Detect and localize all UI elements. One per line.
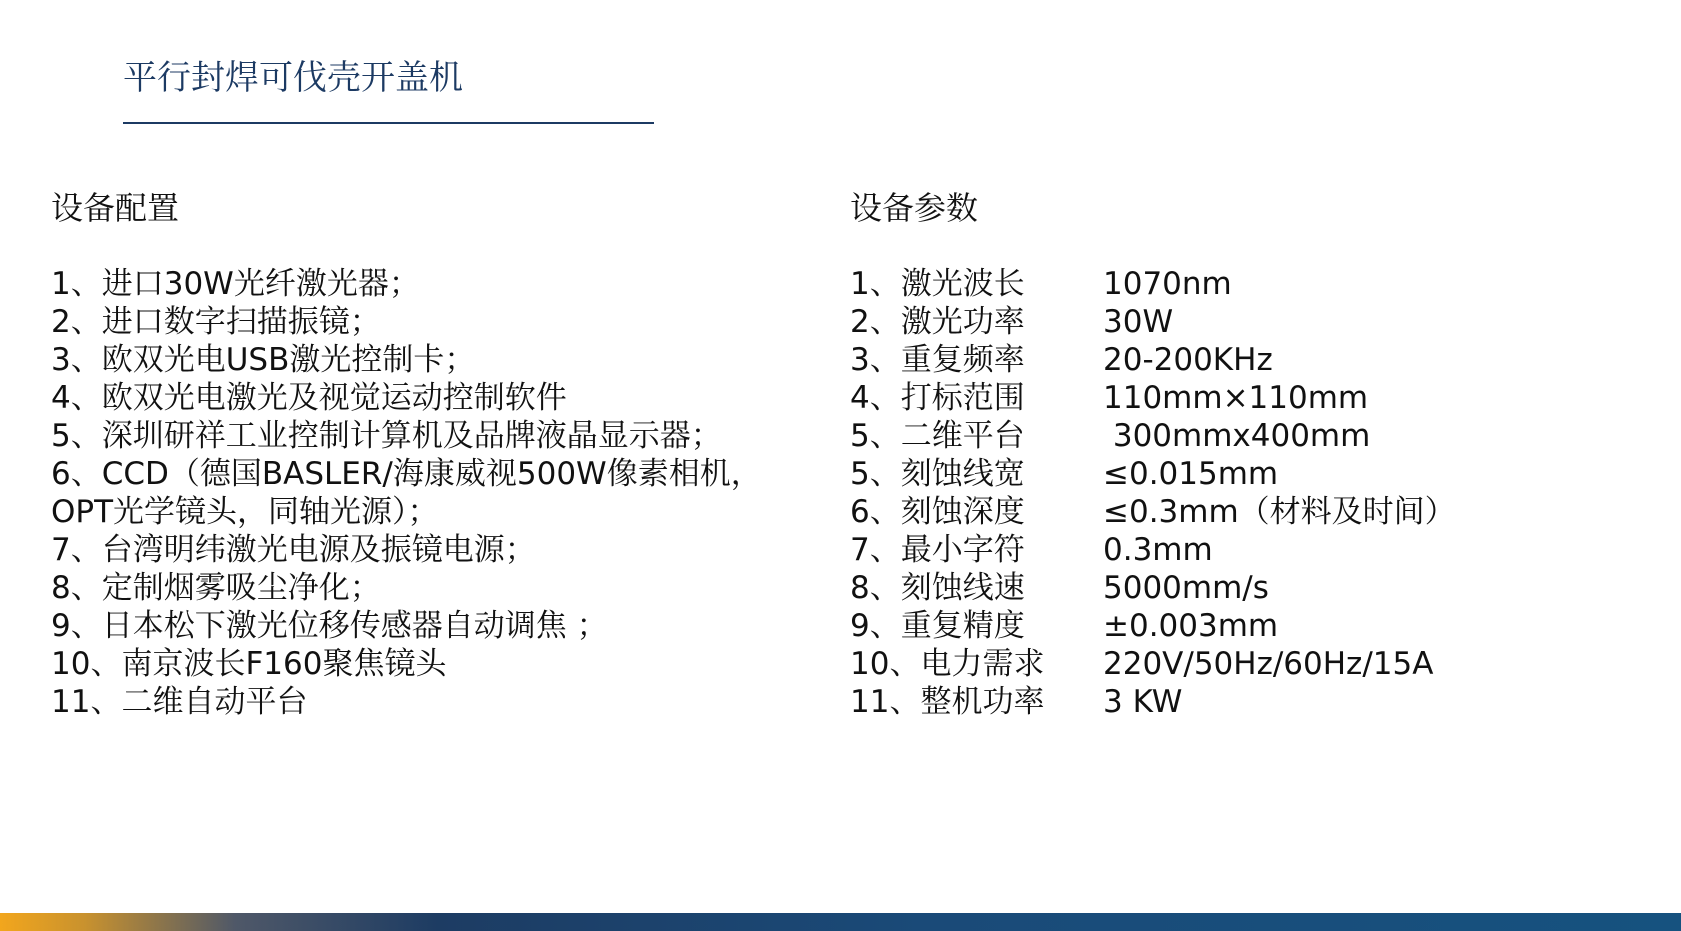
param-label: 9、重复精度 — [850, 608, 1025, 644]
param-value: 5000mm/s — [1103, 570, 1269, 606]
footer-gradient-bar — [0, 913, 1681, 931]
config-item: 8、定制烟雾吸尘净化； — [51, 570, 381, 606]
config-item: 9、日本松下激光位移传感器自动调焦 ； — [51, 608, 608, 644]
param-row — [850, 493, 1456, 531]
param-label: 4、打标范围 — [850, 380, 1025, 416]
config-item: 4、欧双光电激光及视觉运动控制软件 — [51, 380, 567, 416]
param-value: 220V/50Hz/60Hz/15A — [1103, 646, 1434, 682]
param-value: ±0.003mm — [1103, 608, 1279, 644]
config-item: 2、进口数字扫描振镜； — [51, 304, 381, 340]
config-heading: 设备配置 — [51, 189, 180, 227]
param-row — [850, 341, 1456, 379]
param-row — [850, 569, 1456, 607]
param-row — [850, 683, 1456, 721]
param-row — [850, 607, 1456, 645]
config-item: 11、二维自动平台 — [51, 684, 308, 720]
param-value: 1070nm — [1103, 266, 1232, 302]
param-label: 2、激光功率 — [850, 304, 1025, 340]
param-row — [850, 455, 1456, 493]
param-label: 10、电力需求 — [850, 646, 1045, 682]
params-list — [850, 265, 1456, 721]
param-label: 11、整机功率 — [850, 684, 1045, 720]
config-item: OPT光学镜头，同轴光源）； — [51, 494, 439, 530]
param-value: 0.3mm — [1103, 532, 1213, 568]
param-label: 3、重复频率 — [850, 342, 1025, 378]
param-value: 300mmx400mm — [1103, 418, 1371, 454]
config-item: 7、台湾明纬激光电源及振镜电源； — [51, 532, 536, 568]
param-label: 5、二维平台 — [850, 418, 1025, 454]
param-label: 8、刻蚀线速 — [850, 570, 1025, 606]
config-item: 3、欧双光电USB激光控制卡； — [51, 342, 476, 378]
title-underline — [123, 122, 654, 124]
param-label: 5、刻蚀线宽 — [850, 456, 1025, 492]
config-list — [51, 265, 762, 721]
param-label: 1、激光波长 — [850, 266, 1025, 302]
param-value: 30W — [1103, 304, 1174, 340]
param-row — [850, 303, 1456, 341]
param-row — [850, 265, 1456, 303]
param-label: 7、最小字符 — [850, 532, 1025, 568]
param-row — [850, 645, 1456, 683]
param-value: ≤0.3mm（材料及时间） — [1103, 494, 1456, 530]
config-item: 1、进口30W光纤激光器； — [51, 266, 420, 302]
slide-title: 平行封焊可伐壳开盖机 — [123, 58, 463, 98]
param-value: 3 KW — [1103, 684, 1183, 720]
config-item: 10、南京波长F160聚焦镜头 — [51, 646, 447, 682]
params-heading: 设备参数 — [850, 189, 979, 227]
param-row — [850, 417, 1456, 455]
param-label: 6、刻蚀深度 — [850, 494, 1025, 530]
param-value: 20-200KHz — [1103, 342, 1273, 378]
config-item: 6、CCD（德国BASLER/海康威视500W像素相机， — [51, 456, 762, 492]
param-row — [850, 379, 1456, 417]
config-item: 5、深圳研祥工业控制计算机及品牌液晶显示器； — [51, 418, 722, 454]
param-value: ≤0.015mm — [1103, 456, 1279, 492]
param-value: 110mm×110mm — [1103, 380, 1369, 416]
param-row — [850, 531, 1456, 569]
